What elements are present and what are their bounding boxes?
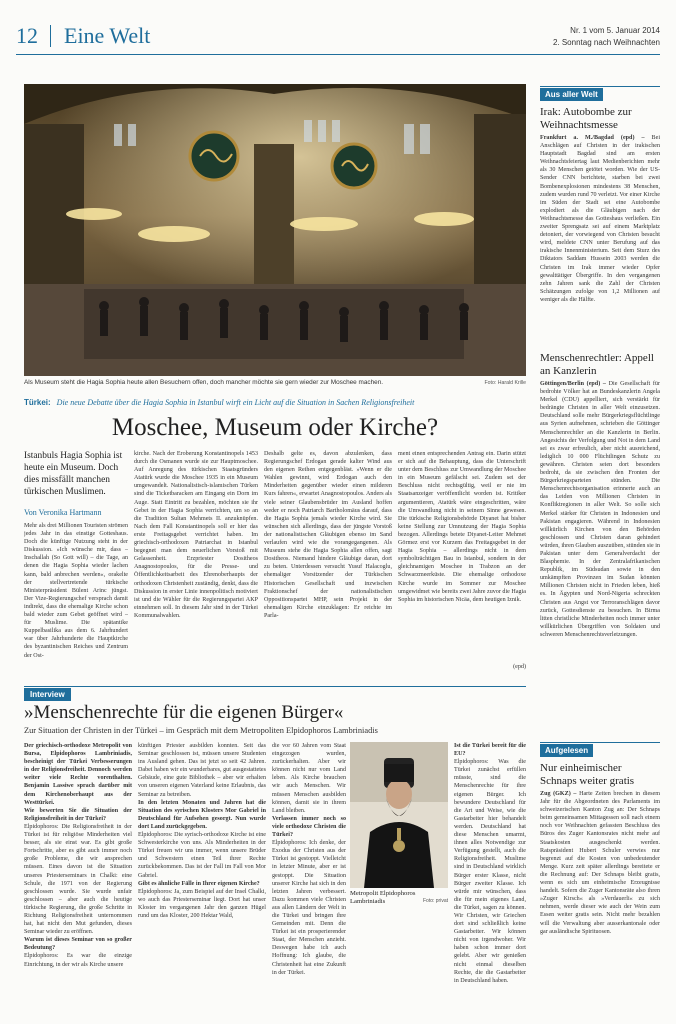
sidebar-rule-2 — [540, 742, 660, 743]
sidebar-item1-dateline: Frankfurt a. M./Bagdad (epd) – — [540, 135, 645, 141]
interview-col3-text: die vor 60 Jahren vom Staat eingezogen wurden, zurückerhalten. Aber wir können nicht nur vom Land leben. Als Kirche brauchen wir auch Menschen. Wir müssen Menschen ausbilden können, damit sie in ihrem Land bleiben. — [272, 743, 346, 814]
sidebar-item3-dateline: Zug (GKZ) – — [540, 791, 577, 797]
metropolit-caption: Metropolit Elpidophoros Lambriniadis — [350, 890, 416, 905]
sidebar-rule-top — [540, 86, 660, 87]
interview-q2: Warum ist dieses Seminar von so großer Bedeutung? — [24, 937, 132, 952]
occasion-info: 2. Sonntag nach Weihnachten — [552, 38, 660, 47]
sidebar-label-2: Aufgelesen — [540, 744, 593, 757]
sidebar-item1-text: Bei Anschlägen auf Christen in der irakischen Hauptstadt Bagdad sind am ersten Weihnachtsfeiertag laut Medienberichten mehr als 30 Menschen getötet worden. Wie der US-Sender CNN berichtete, starben bei zwei Bombenexplosionen mindestens 38 Menschen, zudem wurden rund 70 verletzt. Vor einer Kirche im Süden der Stadt sei eine Autobombe explodiert als die Gläubigen nach der Weihnachtsmesse das Gotteshaus verließen. Ein zweiter Sprengsatz sei auf einem Marktplatz detoniert, der vorwiegend von Christen besucht wird, meldete CNN unter Berufung auf das irakische Innenministerium. Seit dem Sturz des Diktators Saddam Hussein 2003 werden die Christen im Irak immer wieder Opfer gewalttätiger Übergriffe. In den vergangenen zehn Jahren sank die Zahl der Christen Schätzungen zufolge von 1,2 Millionen auf weniger als die Hälfte. — [540, 135, 660, 303]
sidebar-item2-text: Die Gesellschaft für bedrohte Völker hat an Bundeskanzlerin Angela Merkel (CDU) appelliert, sich verstärkt für bedrängte Christen in aller Welt einzusetzen. Deutschland solle mehr Bürgerkriegsflüchtlinge aus Syrien aufnehmen, schrieben die Göttinger Menschenrechtler an die Kanzlerin in Berlin. Angesichts der Verfolgung und Not in dem Land sei es zwar erfreulich, aber nicht ausreichend, lediglich 10 000 Flüchtlingen Schutz zu gewähren. Christen seien dort besonders bedroht, da sie zwischen den Fronten der Bürgerkriegsparteien stünden. Die Menschenrechtsorganisation erinnerte auch an das Leiden von Millionen Christen in Konfliktregionen in aller Welt. So solle sich Merkel stärker für Christen in Indonesien und Pakistan engagieren. Während in Indonesien willkürlich Kirchen von den Behörden geschlossen und Christen daran gehindert würden, ihren Glauben auszuüben, stünden sie in Pakistan unter dem Generalverdacht der Blasphemie. In der Zentralafrikanischen Republik, im Südsudan sowie in den umkämpften Provinzen im Sudan könnten Millionen Christen nicht in Frieden leben, hieß es. In Ägypten und Nord-Nigeria schreckten Christen aus Angst vor Terroranschlägen davor zurück, Gottesdienste zu besuchen. In Birma litten christliche Minderheiten noch immer unter willkürlichen Übergriffen von Soldaten und schweren Menschenrechtsverletzungen. — [540, 381, 660, 638]
lead-headline: Moschee, Museum oder Kirche? — [111, 414, 439, 441]
sidebar-item2-headline: Menschenrechtler: Appell an Kanzlerin — [540, 352, 654, 377]
interview-col4 — [454, 742, 526, 1004]
hagia-sophia-interior-image — [24, 84, 526, 376]
sidebar-item1-headline: Irak: Autobombe zur Weihnachtsmesse — [540, 106, 632, 131]
interview-col2-q: In den letzten Monaten und Jahren hat die Situation des syrischen Klosters Mor Gabriel in Deutschland für Aufsehen gesorgt. Nun wurde dort Land zurückgegeben. — [138, 799, 266, 830]
lead-col4: ment einen entsprechenden Antrag ein. Darin stützt er sich auf die Behauptung, dass die Unterschrift unter dem Beschluss zur Umwandlung der Moschee in ein Museum gefälscht sei. Zudem sei der Beschluss nicht rechtsgültig, weil er nie im Staatsanzeiger veröffentlicht worden ist. Kritiker argumentieren, Atatürk wäre eingeschritten, wäre die Umwandlung nicht in seinem Sinne gewesen. Die türkische Religionsbehörde Diyanet hat bisher keine Stellung zur Umnutzung der Hagia Sophia bezogen. Allerdings betete Diyanet-Leiter Mehmet Görmez erst vor Kurzem das Freitagsgebet in der Hagia Sophia – allerdings nicht in dem symbolträchtigen Bau in Istanbul, sondern in der gleichnamigen Moschee in Trabzon an der Schwarzmeerküste. Die ehemalige orthodoxe Kirche wurde im Sommer zur Moschee umgewidmet wie bereits zwei Jahre zuvor die Hagia Sophia im historischen Nicäa, dem heutigen Iznik. — [398, 451, 526, 603]
lead-col2: kirche. Nach der Eroberung Konstantinopels 1453 durch die Osmanen wurde sie zur Hauptmoschee. Auf Anregung des türkischen Staatsgründers Atatürk wurde die Moschee 1935 in ein Museum umgewandelt. Nationalistisch-islamischen Türken sind die Ticketbaracken am Eingang ein Dorn im Auge. Statt Eintritt zu bezahlen, möchten sie ihr Gebet in der Hagia Sophia verrichten, um so an die Tradition Sultan Mehmets II. anzuknüpfen. Nach dem Fall Konstantinopels soll er hier das erste Freitagsgebet verrichtet haben. Im griechisch-orthodoxen Patriarchat in Istanbul begegnet man dem neuerlichen Vorstoß mit Gelassenheit. Erzpriester Dositheos Anagnostopoulos, für die Presse- und Öffentlichkeitsarbeit des Ehrenoberhaupts der orthodoxen Christenheit zuständig, denkt, dass die Diskussion in erster Linie innenpolitisch motiviert ist und die Wähler für die Regierungspartei AKP einnehmen soll. In diesem Jahr sind in der Türkei Kommunalwahlen. — [134, 451, 258, 619]
interview-a1: Elpidophoros: Die Religionsfreiheit in der Türkei ist für religiöse Minderheiten viel besser, als sie einst war. Es gibt große Fortschritte, aber es gibt auch immer noch große Probleme, die wir ansprechen müssen. Eines davon ist die Situation unseres Priesterseminars in Chalki: eine Schule, die 1971 von der Regierung geschlossen wurde. Sie wurde unfair geschlossen – aber auch die heutige türkische Regierung, die große Schritte in Richtung Religionsfreiheit unternommen hat, hat nicht den Mut gefunden, dieses Seminar wieder zu eröffnen. — [24, 823, 132, 936]
interview-col2-text: künftigen Priester ausbilden konnten. Seit das Seminar geschlossen ist, müssen unsere Studenten ins Ausland gehen. Das ist jetzt so seit 42 Jahren. Dabei haben wir ein wunderbares, gut ausgestattetes Gebäude, eine gute Bibliothek – aber wir erhalten von unseren eigenen Vaterland keine Erlaubnis, das Seminar zu betreiben. — [138, 743, 266, 798]
interview-col1 — [24, 742, 132, 1004]
interview-q1: Wie bewerten Sie die Situation der Religionsfreiheit in der Türkei? — [24, 807, 132, 822]
interview-col2 — [138, 742, 266, 1004]
interview-lead: Der griechisch-orthodoxe Metropolit von Bursa, Elpidophoros Lambriniadis, bescheinigt der Türkei Verbesserungen in der Religionsfreiheit. Dennoch werden weiter viele Rechte vorenthalten. Benjamin Lassiwe sprach darüber mit dem Kirchenoberhaupt aus der Westtürkei. — [24, 743, 132, 806]
lead-teaser-text: Die neue Debatte über die Hagia Sophia in Istanbul wirft ein Licht auf die Situation in Sachen Religionsfreiheit — [56, 398, 415, 407]
interview-col2-a: Elpidophoros: Die syrisch-orthodoxe Kirche ist eine Schwesterkirche von uns. Als Minderheiten in der Türkei freuen wir uns immer, wenn unsere Brüder und Schwestern einen Teil ihrer Rechte zurückbekommen. Das ist der Fall im Fall von Mor Gabriel. — [138, 832, 266, 879]
interview-subhead: Zur Situation der Christen in der Türkei – im Gespräch mit dem Metropoliten Elpidophoros Lambriniadis — [24, 726, 378, 735]
page-number: 12 — [16, 23, 38, 48]
metropolit-portrait-image — [350, 742, 448, 888]
metropolit-photo — [350, 742, 448, 888]
sidebar-item2-dateline: Göttingen/Berlin (epd) – — [540, 381, 606, 387]
photo-caption: Als Museum steht die Hagia Sophia heute allen Besuchern offen, doch mancher möchte sie gern wieder zur Moschee machen. — [24, 379, 384, 386]
metropolit-photo-credit: Foto: privat — [422, 898, 448, 904]
hagia-sophia-photo — [24, 84, 526, 376]
lead-byline: Von Veronika Hartmann — [24, 508, 102, 517]
interview-col3 — [272, 742, 346, 1004]
section-title: Eine Welt — [64, 23, 151, 48]
sidebar-item2-body — [540, 380, 660, 706]
header-rule — [16, 54, 660, 55]
interview-rule — [24, 686, 526, 687]
interview-headline: »Menschenrechte für die eigenen Bürger« — [24, 702, 344, 723]
page-number-divider — [50, 25, 51, 47]
lead-source: (epd) — [513, 664, 526, 670]
interview-col2-a2: Elpidophoros: Ja, zum Beispiel auf der Insel Chalki, wo auch das Priesterseminar liegt. Dort hat unser Kloster im vergangenen Jahr den ganzen Hügel rund um das Kloster, 200 Hektar Wald, — [138, 888, 266, 919]
lead-intro: Istanbuls Hagia Sophia ist heute ein Museum. Doch dies missfällt manchen türkischen Muslimen. — [24, 451, 123, 497]
lead-col1: Mehr als drei Millionen Touristen strömen jedes Jahr in das einstige Gotteshaus. Doch die künftige Nutzung steht in der Diskussion. »Ich wünsche mir, dass – Inschallah (So Gott will) – die Tage, an denen die Hagia Sophia wieder lachen kann, bald anbrechen werden«, orakelte der stellvertretende türkische Ministerpräsident Bülent Arinc jüngst. Der Vize-Regierungschef versprach damit indirekt, dass die ehemalige Kirche schon bald wieder zum Gebet geöffnet wird – für Muslime. Die spätantike Kuppelbasilika aus dem 6. Jahrhundert war über Jahrhunderte die Hauptkirche des byzantinischen Reiches und Zentrum der Ost- — [24, 523, 128, 659]
interview-label: Interview — [24, 688, 71, 701]
interview-col3-q: Verlassen immer noch so viele orthodoxe Christen die Türkei? — [272, 815, 346, 839]
interview-col2-q2: Gibt es ähnliche Fälle in Ihrer eigenen Kirche? — [138, 880, 260, 887]
sidebar-item3-headline: Nur einheimischer Schnaps weiter gratis — [540, 762, 635, 787]
sidebar-item3-text: Harte Zeiten brechen in diesem Jahr für die Abgeordneten des Parlaments im schweizerischen Kanton Zug an: Der Schnaps beim gemeinsamen Mittagessen soll nach einem noch vor Weihnachten gefassten Beschluss des Büros des Zuger Kantonsrates nicht mehr auf Staatskosten ausgeschenkt werden. Ratspräsident Hubert Schuler verwies nur begrenzt auf die Kosten von unbedeutender Menge. Kurz zeit später allerdings bereitete er die Rechnung auf: Der Schnaps bleibt gratis, wenn es sich um einheimische Erzeugnisse handelt. Sofern die Zuger Kantonsräte also ihren »Zuger Kirsch« als »Verdauerli« zu sich nehmen, werde dieser wie auch der Wein zum Essen weiter gratis sein. Nicht mehr bezahlen will die Verwaltung aber ausserkantonale oder gar ausländische Spirituosen. — [540, 791, 660, 935]
lead-kicker: Türkei: — [24, 398, 51, 407]
interview-col4-q: Ist die Türkei bereit für die EU? — [454, 743, 526, 758]
sidebar-item3-body — [540, 790, 660, 1002]
interview-col4-a: Elpidophoros: Was die Türkei zunächst erfüllen müsste, sind die Menschenrechte für ihre eigenen Bürger. Ich bewundere Deutschland für die Art und Weise, wie die Gastarbeiter hier behandelt werden. Deutschland hat diese Menschen umarmt, ihnen alles Notwendige zur Verfügung gestellt, auch die Religionsfreiheit. Muslime sind in Deutschland wirklich Bürger erster Klasse, nicht Bürger zweiter Klasse. Ich würde mir wünschen, dass die für mein eigenes Land, die Türkei, sagen zu können. Wir Christen, wir Griechen dort sind schließlich keine Gastarbeiter. Wir können nicht von irgendwoher. Wir haben schon immer dort gelebt. Aber wir genießen nicht einmal dieselben Rechte, die die Gastarbeiter in Deutschland haben. — [454, 759, 526, 984]
photo-credit: Foto: Harald Krille — [484, 380, 526, 386]
sidebar-item1-body — [540, 134, 660, 348]
interview-a2: Elpidophoros: Es war die einzige Einrichtung, in der wir als Kirche unsere — [24, 953, 132, 968]
lead-col3: Deshalb gelte es, davon abzulenken, dass Regierungschef Erdogan gerade kalter Wind aus den eigenen Reihen entgegenbläst. »Wenn er die Wahlen gewinnt, wird Erdogan auch den Minderheiten gegenüber wieder einen milderen Kurs fahren«, erwartet Anagnostopoulos. Anders als viele seiner Glaubensbrüder im Ausland hoffen weder er noch Patriarch Bartholomäus darauf, dass die Hagia Sophia jemals wieder Kirche wird. Sie wünschen sich allerdings, dass der jüngste Vorstoß der nationalistischen Gläubigen ebenso im Sand verlaufen wird wie die vorangegangenen. Als Museum stehe die Hagia Sophia allen offen, sagt Dositheos. Niemand hindere Gläubige daran, dort zu beten. Unterdessen versucht Yusuf Halacoglu, ehemaliger Vorsitzender der Türkischen Historischen Gesellschaft und inzwischen Fraktionschef der nationalistischen Oppositionspartei MHP, sein Projekt in der ehemaligen Kirche einzuklagen: Er reichte im Parla- — [264, 451, 392, 619]
interview-col3-a: Elpidophoros: Ich denke, der Exodus der Christen aus der Türkei ist gestoppt. Vielleicht in letzter Minute, aber er ist gestoppt. Die Situation unserer Kirche hat sich in den letzten Jahren verbessert. Dazu kommen viele Christen aus allen Ländern der Welt in die Türkei und bringen ihre Gemeinden mit. Denn die Türkei ist ein prosperierender Staat, der Menschen anzieht. Deswegen habe ich auch Hoffnung: Ich glaube, die Christenheit hat eine Zukunft in der Türkei. — [272, 840, 346, 976]
sidebar-label: Aus aller Welt — [540, 88, 603, 101]
issue-info: Nr. 1 vom 5. Januar 2014 — [570, 26, 660, 35]
lead-teaser — [24, 398, 526, 408]
